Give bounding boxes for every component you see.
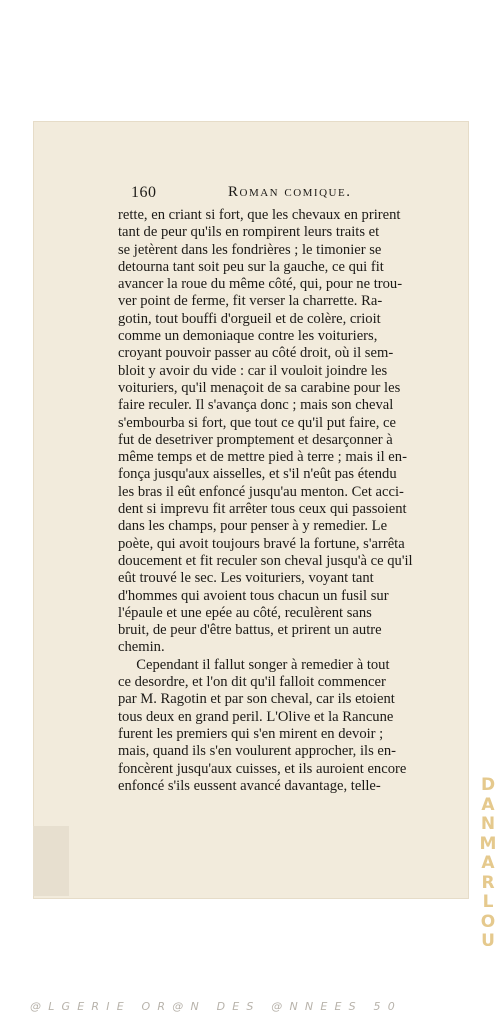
text-line: croyant pouvoir passer au côté droit, où il sem- [118,345,394,362]
text-line: se jetèrent dans les fondrières ; le timonier se [118,241,382,258]
text-line: foncèrent jusqu'aux cuisses, et ils auroient encore [118,760,407,777]
running-title: Roman comique. [228,184,352,200]
text-line: ver point de ferme, fit verser la charrette. Ra- [118,293,383,310]
text-line: voituriers, qu'il menaçoit de sa carabine pour les [118,379,401,396]
text-line: comme un demoniaque contre les voituriers, [118,328,378,345]
body-text [118,207,462,795]
text-line: tant de peur qu'ils en rompirent leurs traits et [118,224,380,241]
text-line: eût trouvé le sec. Les voituriers, voyant tant [118,570,374,587]
page-header [131,184,461,206]
text-line: rette, en criant si fort, que les chevaux en prirent [118,207,401,223]
text-line: gotin, tout bouffi d'orgueil et de colère, crioit [118,310,381,327]
text-line: avancer la roue du même côté, qui, pour ne trou- [118,276,403,293]
text-line: bruit, de peur d'être battus, et prirent un autre [118,622,382,639]
text-line: bloit y avoir du vide : car il vouloit joindre les [118,362,388,379]
text-line: les bras il eût enfoncé jusqu'au menton. Cet acci- [118,483,404,500]
text-line: fonça jusqu'aux aisselles, et s'il n'eût pas étendu [118,466,397,483]
text-line: poète, qui avoit toujours bravé la fortune, s'arrêta [118,535,405,552]
text-line: Cependant il fallut songer à remedier à tout [118,656,390,673]
page-number: 160 [131,184,157,201]
text-line: chemin. [118,639,165,656]
text-line: mais, quand ils s'en voulurent approcher, ils en- [118,743,397,760]
text-line: dent si imprevu fit arrêter tous ceux qui passoient [118,501,407,518]
text-line: fut de desetriver promptement et desarçonner à [118,431,393,448]
text-line: même temps et de mettre pied à terre ; mais il en- [118,449,407,466]
text-line: faire reculer. Il s'avança donc ; mais son cheval [118,397,394,414]
vertical-watermark: DANMARLOU [479,775,497,951]
text-line: detourna tant soit peu sur la gauche, ce qui fit [118,258,384,275]
page-edge-tab [33,826,69,896]
text-line: dans les champs, pour penser à y remedier. Le [118,518,388,535]
text-line: l'épaule et une epée au côté, reculèrent sans [118,604,372,621]
text-line: d'hommes qui avoient tous chacun un fusil sur [118,587,389,604]
text-line: enfoncé s'ils eussent avancé davantage, telle- [118,777,381,794]
text-line: furent les premiers qui s'en mirent en devoir ; [118,725,384,742]
text-line: ce desordre, et l'on dit qu'il falloit commencer [118,674,386,691]
footer-watermark: @LGERIE OR@N DES @NNEES 50 [30,1000,402,1013]
text-line: s'embourba si fort, que tout ce qu'il put faire, ce [118,414,396,431]
text-line: par M. Ragotin et par son cheval, car ils etoient [118,691,395,708]
text-line: tous deux en grand peril. L'Olive et la Rancune [118,708,394,725]
text-line: doucement et fit reculer son cheval jusqu'à ce qu'il [118,552,413,569]
